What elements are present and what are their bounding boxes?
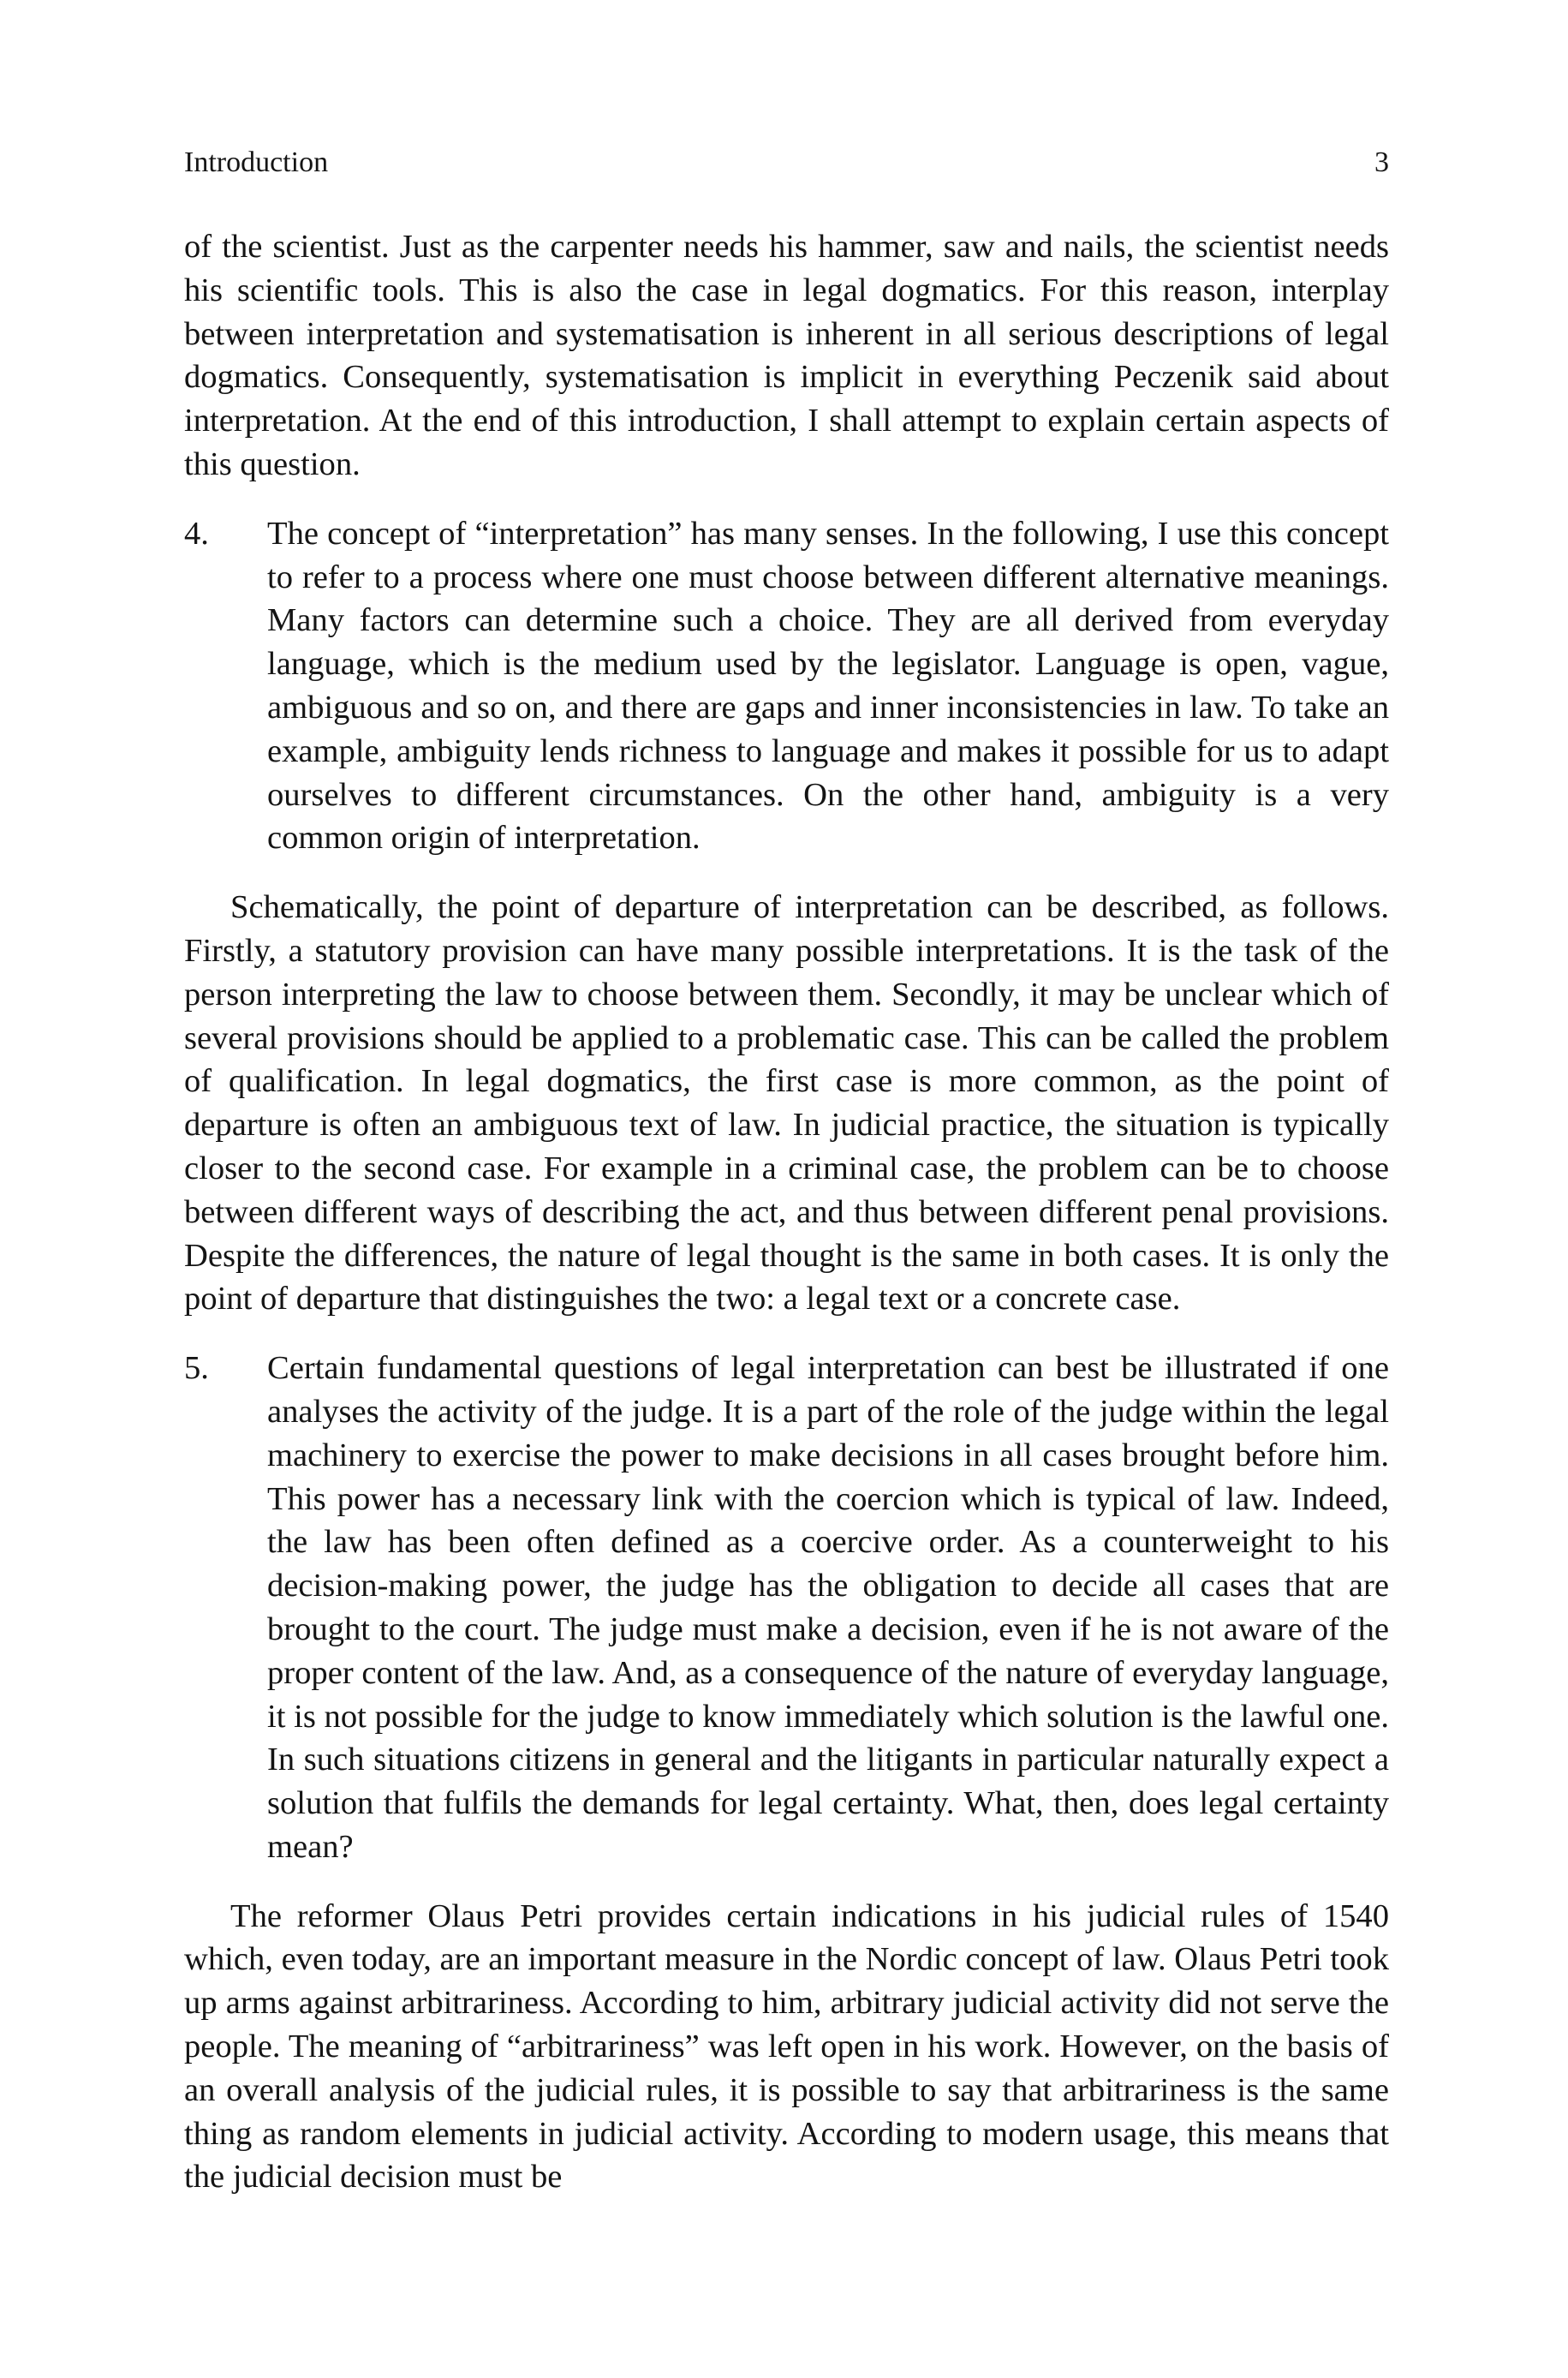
book-page xyxy=(184,137,1389,2199)
page-number: 3 xyxy=(1374,146,1389,178)
section-4-text: The concept of “interpretation” has many senses. In the following, I use this concept to refer to a process where one must choose between different alternative meanings. Many factors can determine such a choice. They are all derived from everyday language, which is the medium used by the legislator. Language is open, vague, ambiguous and so on, and there are gaps and inner inconsistencies in law. To take an example, ambiguity lends richness to language and makes it possible for us to adapt ourselves to different circumstances. On the other hand, ambiguity is a very common origin of interpretation. xyxy=(267,515,1389,857)
paragraph-schematically: Schematically, the point of departure of interpretation can be described, as follows. Firstly, a statutory provision can have many possible interpretations. It is the task of the person interpreting the law to choose between them. Secondly, it may be unclear which of several provisions should be applied to a problematic case. This can be called the problem of qualification. In legal dogmatics, the first case is more common, as the point of departure is often an ambiguous text of law. In judicial practice, the situation is typically closer to the second case. For example in a criminal case, the problem can be to choose between different ways of describing the act, and thus between different penal provisions. Despite the differences, the nature of legal thought is the same in both cases. It is only the point of departure that distinguishes the two: a legal text or a concrete case. xyxy=(184,889,1389,1317)
numbered-section-5 xyxy=(184,1347,1389,1869)
paragraph-olaus-petri: The reformer Olaus Petri provides certain indications in his judicial rules of 1540 which, even today, are an important measure in the Nordic concept of law. Olaus Petri took up arms against arbitrariness. According to him, arbitrary judicial activity did not serve the people. The meaning of “arbitrariness” was left open in his work. However, on the basis of an overall analysis of the judicial rules, it is possible to say that arbitrariness is the same thing as random elements in judicial activity. According to modern usage, this means that the judicial decision must be xyxy=(184,1897,1389,2196)
section-5-text: Certain fundamental questions of legal interpretation can best be illustrated if one analyses the activity of the judge. It is a part of the role of the judge within the legal machinery to exercise the power to make decisions in all cases brought before him. This power has a necessary link with the coercion which is typical of law. Indeed, the law has been often defined as a coercive order. As a counterweight to his decision-making power, the judge has the obligation to decide all cases that are brought to the court. The judge must make a decision, even if he is not aware of the proper content of the law. And, as a consequence of the nature of everyday language, it is not possible for the judge to know immediately which solution is the lawful one. In such situations citizens in general and the litigants in particular naturally expect a solution that fulfils the demands for legal certainty. What, then, does legal certainty mean? xyxy=(267,1350,1389,1865)
section-number-5: 5. xyxy=(184,1350,209,1387)
section-number-4: 4. xyxy=(184,515,209,552)
numbered-section-4 xyxy=(184,512,1389,860)
body-text xyxy=(184,225,1389,2199)
paragraph-continued: of the scientist. Just as the carpenter needs his hammer, saw and nails, the scientist needs his scientific tools. This is also the case in legal dogmatics. For this reason, interplay between interpretation and systematisation is inherent in all serious descriptions of legal dogmatics. Consequently, systematisation is implicit in everything Peczenik said about interpretation. At the end of this introduction, I shall attempt to explain certain aspects of this question. xyxy=(184,229,1389,482)
running-head xyxy=(184,137,1389,188)
running-head-title: Introduction xyxy=(184,146,329,178)
